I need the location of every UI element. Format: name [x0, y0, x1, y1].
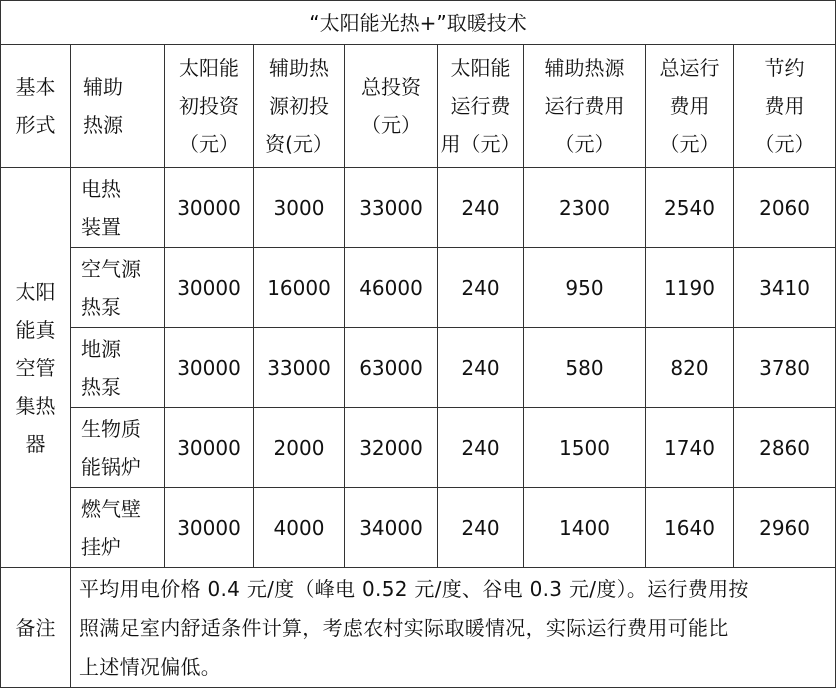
header-line: 源初投 — [269, 94, 329, 118]
source-line: 空气源 — [81, 256, 141, 281]
header-line: 总投资 — [361, 75, 421, 99]
note-line: 照满足室内舒适条件计算，考虑农村实际取暖情况，实际运行费用可能比 — [79, 616, 729, 640]
source-line: 装置 — [81, 214, 121, 239]
total-investment-cell: 32000 — [345, 408, 438, 488]
savings-cell: 2060 — [734, 168, 836, 248]
aux-source-cell — [71, 248, 165, 328]
note-row — [1, 568, 836, 688]
header-line: 总运行 — [659, 56, 720, 80]
aux-running-cost-cell: 950 — [524, 248, 646, 328]
solar-running-cost-cell: 240 — [438, 328, 524, 408]
aux-source-cell — [71, 328, 165, 408]
aux-source-cell — [71, 408, 165, 488]
title-row — [1, 1, 836, 45]
header-line: 运行费用 — [544, 94, 625, 118]
aux-investment-cell: 3000 — [254, 168, 345, 248]
solar-running-cost-cell: 240 — [438, 248, 524, 328]
header-line: （元） — [554, 132, 615, 156]
header-line: （元） — [754, 132, 815, 156]
header-aux-investment — [254, 45, 345, 168]
solar-running-cost-cell: 240 — [438, 408, 524, 488]
header-line: 初投资 — [179, 94, 239, 118]
source-line: 热泵 — [81, 294, 121, 319]
group-label-line: 能真 — [15, 317, 56, 342]
header-line: 形式 — [15, 113, 56, 137]
header-line: 辅助 — [83, 75, 123, 99]
table-row — [1, 488, 836, 568]
total-investment-cell: 34000 — [345, 488, 438, 568]
header-line: （元） — [179, 132, 239, 156]
aux-investment-cell: 33000 — [254, 328, 345, 408]
header-savings — [734, 45, 836, 168]
aux-source-cell — [71, 488, 165, 568]
source-line: 燃气壁 — [81, 496, 141, 521]
header-line: （元） — [361, 113, 421, 137]
solar-investment-cell: 30000 — [165, 408, 254, 488]
header-line: 费用 — [764, 94, 805, 118]
aux-investment-cell: 4000 — [254, 488, 345, 568]
solar-investment-cell: 30000 — [165, 328, 254, 408]
header-aux-source — [71, 45, 165, 168]
group-label-line: 集热 — [15, 393, 56, 418]
aux-source-cell — [71, 168, 165, 248]
aux-investment-cell: 16000 — [254, 248, 345, 328]
header-row — [1, 45, 836, 168]
solar-running-cost-cell: 240 — [438, 488, 524, 568]
note-text — [71, 568, 836, 688]
solar-investment-cell: 30000 — [165, 168, 254, 248]
header-line: （元） — [659, 132, 720, 156]
solar-investment-cell: 30000 — [165, 248, 254, 328]
savings-cell: 3780 — [734, 328, 836, 408]
aux-running-cost-cell: 1400 — [524, 488, 646, 568]
note-line: 上述情况偏低。 — [79, 655, 222, 679]
group-label-solar-vacuum-tube-collector — [1, 168, 71, 568]
note-line: 平均用电价格 0.4 元/度（峰电 0.52 元/度、谷电 0.3 元/度）。运行费用按 — [79, 577, 749, 601]
group-label-line: 太阳 — [15, 279, 56, 304]
aux-investment-cell: 2000 — [254, 408, 345, 488]
total-running-cost-cell: 1640 — [646, 488, 734, 568]
total-investment-cell: 46000 — [345, 248, 438, 328]
header-line: 资(元） — [265, 132, 333, 156]
header-aux-running-cost — [524, 45, 646, 168]
savings-cell: 3410 — [734, 248, 836, 328]
header-basic-form — [1, 45, 71, 168]
aux-running-cost-cell: 580 — [524, 328, 646, 408]
total-running-cost-cell: 2540 — [646, 168, 734, 248]
table-title: “太阳能光热+”取暖技术 — [1, 1, 836, 45]
total-investment-cell: 63000 — [345, 328, 438, 408]
header-line: 辅助热源 — [544, 56, 625, 80]
header-line: 基本 — [15, 75, 56, 99]
total-running-cost-cell: 1190 — [646, 248, 734, 328]
table-row — [1, 168, 836, 248]
header-total-running-cost — [646, 45, 734, 168]
savings-cell: 2960 — [734, 488, 836, 568]
header-line: 节约 — [764, 56, 805, 80]
total-running-cost-cell: 820 — [646, 328, 734, 408]
group-label-line: 空管 — [15, 355, 56, 380]
aux-running-cost-cell: 1500 — [524, 408, 646, 488]
header-line: 用（元） — [440, 132, 521, 156]
header-solar-investment — [165, 45, 254, 168]
total-running-cost-cell: 1740 — [646, 408, 734, 488]
header-line: 热源 — [83, 113, 123, 137]
solar-investment-cell: 30000 — [165, 488, 254, 568]
source-line: 热泵 — [81, 374, 121, 399]
total-investment-cell: 33000 — [345, 168, 438, 248]
header-line: 太阳能 — [450, 56, 511, 80]
table-row — [1, 328, 836, 408]
solar-running-cost-cell: 240 — [438, 168, 524, 248]
header-solar-running-cost — [438, 45, 524, 168]
source-line: 电热 — [81, 176, 121, 201]
header-line: 辅助热 — [269, 56, 329, 80]
aux-running-cost-cell: 2300 — [524, 168, 646, 248]
header-line: 运行费 — [450, 94, 511, 118]
header-line: 费用 — [669, 94, 710, 118]
source-line: 挂炉 — [81, 534, 121, 559]
table-row — [1, 248, 836, 328]
savings-cell: 2860 — [734, 408, 836, 488]
source-line: 地源 — [81, 336, 121, 361]
source-line: 生物质 — [81, 416, 141, 441]
note-label: 备注 — [1, 568, 71, 688]
header-total-investment — [345, 45, 438, 168]
group-label-line: 器 — [25, 431, 46, 456]
header-line: 太阳能 — [179, 56, 239, 80]
table-row — [1, 408, 836, 488]
source-line: 能锅炉 — [81, 454, 141, 479]
